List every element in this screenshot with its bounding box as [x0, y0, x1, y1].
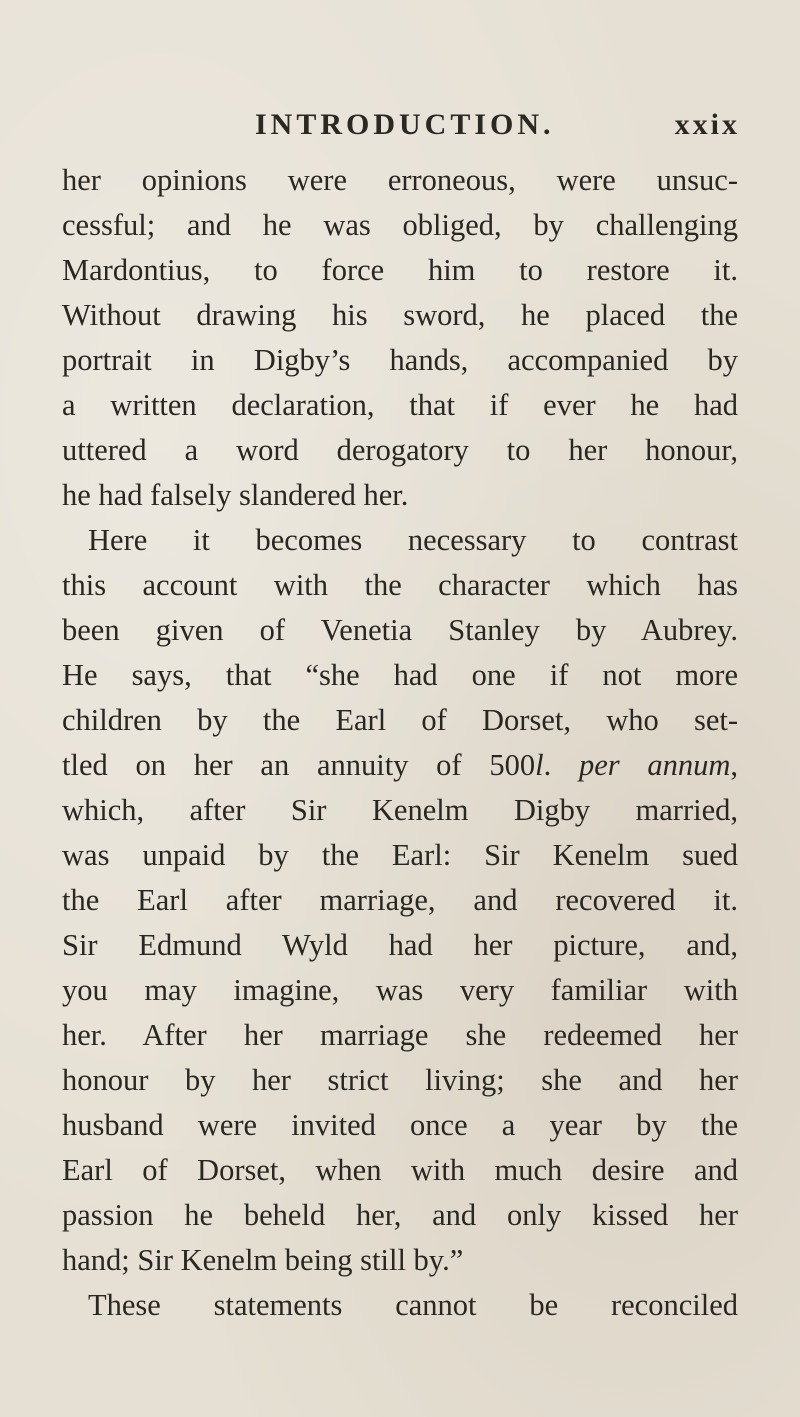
- text-line: this account with the character which has: [62, 568, 738, 602]
- text-line: He says, that “she had one if not more: [62, 658, 738, 692]
- text-line: honour by her strict living; she and her: [62, 1063, 738, 1097]
- text-segment: .: [543, 748, 579, 782]
- text-line: hand; Sir Kenelm being still by.”: [62, 1243, 464, 1277]
- latin-phrase: per annum: [578, 748, 731, 782]
- pound-sign-l: l: [535, 748, 544, 782]
- text-line: children by the Earl of Dorset, who set-: [62, 703, 738, 737]
- text-line: her opinions were erroneous, were unsuc-: [62, 163, 738, 197]
- text-line: her. After her marriage she redeemed her: [62, 1018, 738, 1052]
- running-title: INTRODUCTION.: [255, 108, 555, 141]
- text-line: Without drawing his sword, he placed the: [62, 298, 738, 332]
- paragraph-start-line: Here it becomes necessary to contrast: [88, 523, 738, 557]
- text-line: Mardontius, to force him to restore it.: [62, 253, 738, 287]
- text-line: which, after Sir Kenelm Digby married,: [62, 793, 738, 827]
- text-line: Sir Edmund Wyld had her picture, and,: [62, 928, 738, 962]
- text-segment: ,: [730, 748, 739, 782]
- text-line: was unpaid by the Earl: Sir Kenelm sued: [62, 838, 738, 872]
- text-line: portrait in Digby’s hands, accompanied by: [62, 343, 738, 377]
- text-line: a written declaration, that if ever he had: [62, 388, 738, 422]
- page-header: [0, 108, 800, 148]
- text-segment: tled on her an annuity of 500: [62, 748, 536, 782]
- text-line: [62, 743, 738, 787]
- text-line: you may imagine, was very familiar with: [62, 973, 738, 1007]
- page-number: xxix: [674, 108, 740, 141]
- text-line: cessful; and he was obliged, by challenging: [62, 208, 738, 242]
- text-line: been given of Venetia Stanley by Aubrey.: [62, 613, 738, 647]
- text-line: husband were invited once a year by the: [62, 1108, 738, 1142]
- text-line: Earl of Dorset, when with much desire and: [62, 1153, 738, 1187]
- text-line: uttered a word derogatory to her honour,: [62, 433, 738, 467]
- text-line: passion he beheld her, and only kissed her: [62, 1198, 738, 1232]
- text-line: the Earl after marriage, and recovered it.: [62, 883, 738, 917]
- text-line: he had falsely slandered her.: [62, 478, 409, 512]
- paragraph-start-line: These statements cannot be reconciled: [88, 1288, 738, 1322]
